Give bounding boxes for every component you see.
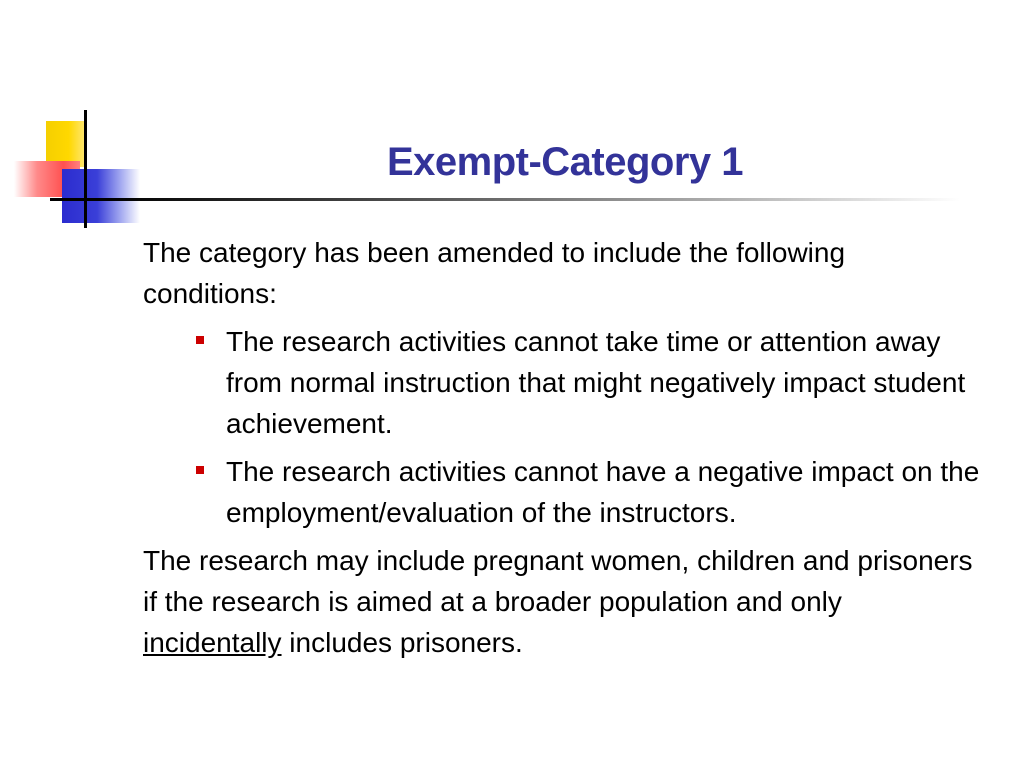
closing-text-before: The research may include pregnant women, children and prisoners if the research is aimed at a broader population and only bbox=[143, 545, 973, 617]
bullet-item bbox=[226, 321, 983, 444]
slide-title: Exempt-Category 1 bbox=[386, 140, 744, 184]
bullet-text: The research activities cannot have a negative impact on the employment/evaluation of the instructors. bbox=[226, 456, 980, 528]
closing-underlined-word: incidentally bbox=[143, 627, 282, 658]
square-bullet-icon bbox=[196, 336, 204, 344]
title-underline-rule bbox=[110, 198, 960, 201]
blue-square-decoration bbox=[62, 169, 140, 223]
bullet-list bbox=[143, 321, 983, 533]
decorative-logo bbox=[0, 0, 160, 240]
square-bullet-icon bbox=[196, 466, 204, 474]
bullet-item bbox=[226, 451, 983, 533]
closing-text-after: includes prisoners. bbox=[281, 627, 523, 658]
slide-body bbox=[143, 232, 983, 663]
vertical-line-decoration bbox=[84, 110, 87, 228]
closing-paragraph bbox=[143, 540, 983, 663]
bullet-text: The research activities cannot take time or attention away from normal instruction that might negatively impact student achievement. bbox=[226, 326, 966, 439]
intro-paragraph: The category has been amended to include the following conditions: bbox=[143, 237, 846, 309]
